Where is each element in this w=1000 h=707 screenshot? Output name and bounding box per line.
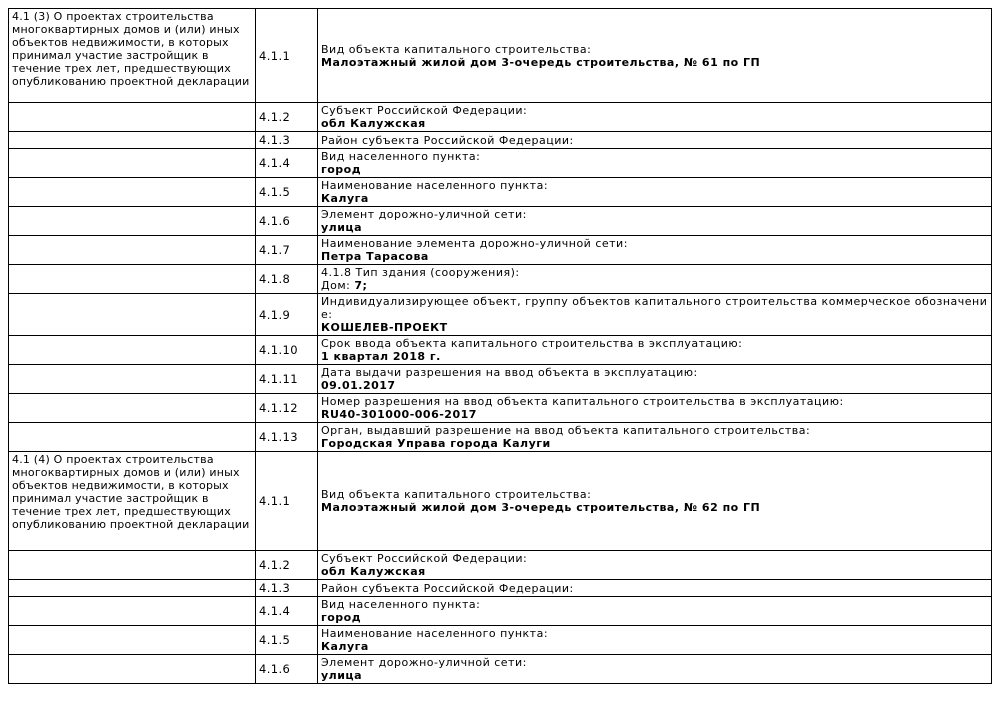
table-row bbox=[9, 103, 992, 132]
row-content-cell bbox=[318, 9, 992, 103]
field-value-text: улица bbox=[321, 669, 363, 682]
field-label: Наименование населенного пункта: bbox=[321, 627, 549, 640]
row-number-cell: 4.1.9 bbox=[256, 294, 318, 336]
field-value-text: 7; bbox=[354, 279, 368, 292]
field-value bbox=[321, 163, 988, 176]
field-value bbox=[321, 611, 988, 624]
section-spacer-cell bbox=[9, 149, 256, 178]
field-value bbox=[321, 192, 988, 205]
field-value bbox=[321, 501, 988, 514]
field-value bbox=[321, 56, 988, 69]
field-value-text: RU40-301000-006-2017 bbox=[321, 408, 477, 421]
table-row bbox=[9, 394, 992, 423]
field-value bbox=[321, 640, 988, 653]
section-spacer-cell bbox=[9, 294, 256, 336]
field-value-text: улица bbox=[321, 221, 363, 234]
field-label: Субъект Российской Федерации: bbox=[321, 104, 528, 117]
row-number-cell: 4.1.3 bbox=[256, 132, 318, 149]
row-number-cell: 4.1.5 bbox=[256, 178, 318, 207]
section-spacer-cell bbox=[9, 365, 256, 394]
section-spacer-cell bbox=[9, 597, 256, 626]
declaration-table-body bbox=[9, 9, 992, 684]
field-label: Район субъекта Российской Федерации: bbox=[321, 133, 574, 147]
declaration-table bbox=[8, 8, 992, 684]
field-value-text: 1 квартал 2018 г. bbox=[321, 350, 441, 363]
table-row bbox=[9, 265, 992, 294]
table-row bbox=[9, 207, 992, 236]
section-spacer-cell bbox=[9, 655, 256, 684]
field-label: Вид населенного пункта: bbox=[321, 150, 481, 163]
field-label: 4.1.8 Тип здания (сооружения): bbox=[321, 266, 520, 279]
field-label: Индивидуализирующее объект, группу объектов капитального строительства коммерческое обозначение: bbox=[321, 295, 988, 321]
row-content-cell bbox=[318, 423, 992, 452]
row-content-cell bbox=[318, 580, 992, 597]
row-number-cell: 4.1.6 bbox=[256, 207, 318, 236]
field-value bbox=[321, 221, 988, 234]
field-value bbox=[321, 250, 988, 263]
section-spacer-cell bbox=[9, 336, 256, 365]
field-value-text: Калуга bbox=[321, 192, 369, 205]
row-content-cell bbox=[318, 336, 992, 365]
field-value-text: Малоэтажный жилой дом 3-очередь строительства, № 62 по ГП bbox=[321, 501, 761, 514]
section-spacer-cell bbox=[9, 207, 256, 236]
table-row bbox=[9, 365, 992, 394]
row-number-cell: 4.1.8 bbox=[256, 265, 318, 294]
field-label: Орган, выдавший разрешение на ввод объекта капитального строительства: bbox=[321, 424, 811, 437]
field-value bbox=[321, 350, 988, 363]
row-content-cell bbox=[318, 132, 992, 149]
table-row bbox=[9, 580, 992, 597]
row-content-cell bbox=[318, 294, 992, 336]
row-number-cell: 4.1.4 bbox=[256, 597, 318, 626]
section-description-cell: 4.1 (3) О проектах строительства многоквартирных домов и (или) иных объектов недвижимости, в которых принимал участие застройщик в течение трех лет, предшествующих опубликованию проектной декларации bbox=[9, 9, 256, 103]
row-content-cell bbox=[318, 207, 992, 236]
field-value bbox=[321, 565, 988, 578]
section-spacer-cell bbox=[9, 394, 256, 423]
field-value bbox=[321, 437, 988, 450]
section-spacer-cell bbox=[9, 423, 256, 452]
row-number-cell: 4.1.7 bbox=[256, 236, 318, 265]
table-row bbox=[9, 236, 992, 265]
row-number-cell: 4.1.1 bbox=[256, 452, 318, 551]
table-row bbox=[9, 551, 992, 580]
field-value-text: обл Калужская bbox=[321, 117, 426, 130]
section-spacer-cell bbox=[9, 178, 256, 207]
row-content-cell bbox=[318, 149, 992, 178]
row-content-cell bbox=[318, 103, 992, 132]
section-spacer-cell bbox=[9, 236, 256, 265]
row-content-cell bbox=[318, 551, 992, 580]
field-value-text: город bbox=[321, 163, 362, 176]
field-label: Вид объекта капитального строительства: bbox=[321, 488, 592, 501]
field-label: Срок ввода объекта капитального строительства в эксплуатацию: bbox=[321, 337, 743, 350]
section-spacer-cell bbox=[9, 580, 256, 597]
field-label: Элемент дорожно-уличной сети: bbox=[321, 208, 527, 221]
row-number-cell: 4.1.5 bbox=[256, 626, 318, 655]
field-value-text: 09.01.2017 bbox=[321, 379, 396, 392]
field-value-prefix: Дом: bbox=[321, 279, 355, 292]
field-value bbox=[321, 379, 988, 392]
field-label: Номер разрешения на ввод объекта капитального строительства в эксплуатацию: bbox=[321, 395, 844, 408]
row-content-cell bbox=[318, 236, 992, 265]
row-content-cell bbox=[318, 394, 992, 423]
field-value-text: обл Калужская bbox=[321, 565, 426, 578]
table-row bbox=[9, 149, 992, 178]
section-spacer-cell bbox=[9, 265, 256, 294]
field-value bbox=[321, 279, 988, 292]
row-content-cell bbox=[318, 178, 992, 207]
field-value-text: Городская Управа города Калуги bbox=[321, 437, 551, 450]
row-number-cell: 4.1.12 bbox=[256, 394, 318, 423]
table-row bbox=[9, 9, 992, 103]
row-content-cell bbox=[318, 265, 992, 294]
field-label: Вид населенного пункта: bbox=[321, 598, 481, 611]
row-number-cell: 4.1.11 bbox=[256, 365, 318, 394]
row-number-cell: 4.1.6 bbox=[256, 655, 318, 684]
table-row bbox=[9, 423, 992, 452]
field-value-text: Петра Тарасова bbox=[321, 250, 429, 263]
field-label: Субъект Российской Федерации: bbox=[321, 552, 528, 565]
row-content-cell bbox=[318, 365, 992, 394]
table-row bbox=[9, 336, 992, 365]
field-label: Дата выдачи разрешения на ввод объекта в эксплуатацию: bbox=[321, 366, 698, 379]
row-number-cell: 4.1.1 bbox=[256, 9, 318, 103]
section-spacer-cell bbox=[9, 626, 256, 655]
field-label: Наименование элемента дорожно-уличной сети: bbox=[321, 237, 628, 250]
row-content-cell bbox=[318, 626, 992, 655]
field-label: Район субъекта Российской Федерации: bbox=[321, 581, 574, 595]
section-spacer-cell bbox=[9, 551, 256, 580]
field-label: Вид объекта капитального строительства: bbox=[321, 42, 592, 56]
row-content-cell bbox=[318, 597, 992, 626]
section-spacer-cell bbox=[9, 132, 256, 149]
row-number-cell: 4.1.4 bbox=[256, 149, 318, 178]
table-row bbox=[9, 626, 992, 655]
field-value-text: КОШЕЛЕВ-ПРОЕКТ bbox=[321, 321, 448, 334]
section-spacer-cell bbox=[9, 103, 256, 132]
field-value-text: город bbox=[321, 611, 362, 624]
field-value bbox=[321, 117, 988, 130]
field-value-text: Калуга bbox=[321, 640, 369, 653]
field-value bbox=[321, 321, 988, 334]
section-description-cell: 4.1 (4) О проектах строительства многоквартирных домов и (или) иных объектов недвижимости, в которых принимал участие застройщик в течение трех лет, предшествующих опубликованию проектной декларации bbox=[9, 452, 256, 551]
row-content-cell bbox=[318, 452, 992, 551]
row-number-cell: 4.1.2 bbox=[256, 551, 318, 580]
field-label: Элемент дорожно-уличной сети: bbox=[321, 656, 527, 669]
row-number-cell: 4.1.3 bbox=[256, 580, 318, 597]
row-content-cell bbox=[318, 655, 992, 684]
table-row bbox=[9, 452, 992, 551]
field-label: Наименование населенного пункта: bbox=[321, 179, 549, 192]
table-row bbox=[9, 132, 992, 149]
row-number-cell: 4.1.13 bbox=[256, 423, 318, 452]
row-number-cell: 4.1.2 bbox=[256, 103, 318, 132]
row-number-cell: 4.1.10 bbox=[256, 336, 318, 365]
table-row bbox=[9, 294, 992, 336]
field-value bbox=[321, 669, 988, 682]
table-row bbox=[9, 655, 992, 684]
table-row bbox=[9, 178, 992, 207]
field-value-text: Малоэтажный жилой дом 3-очередь строительства, № 61 по ГП bbox=[321, 55, 761, 69]
field-value bbox=[321, 408, 988, 421]
table-row bbox=[9, 597, 992, 626]
